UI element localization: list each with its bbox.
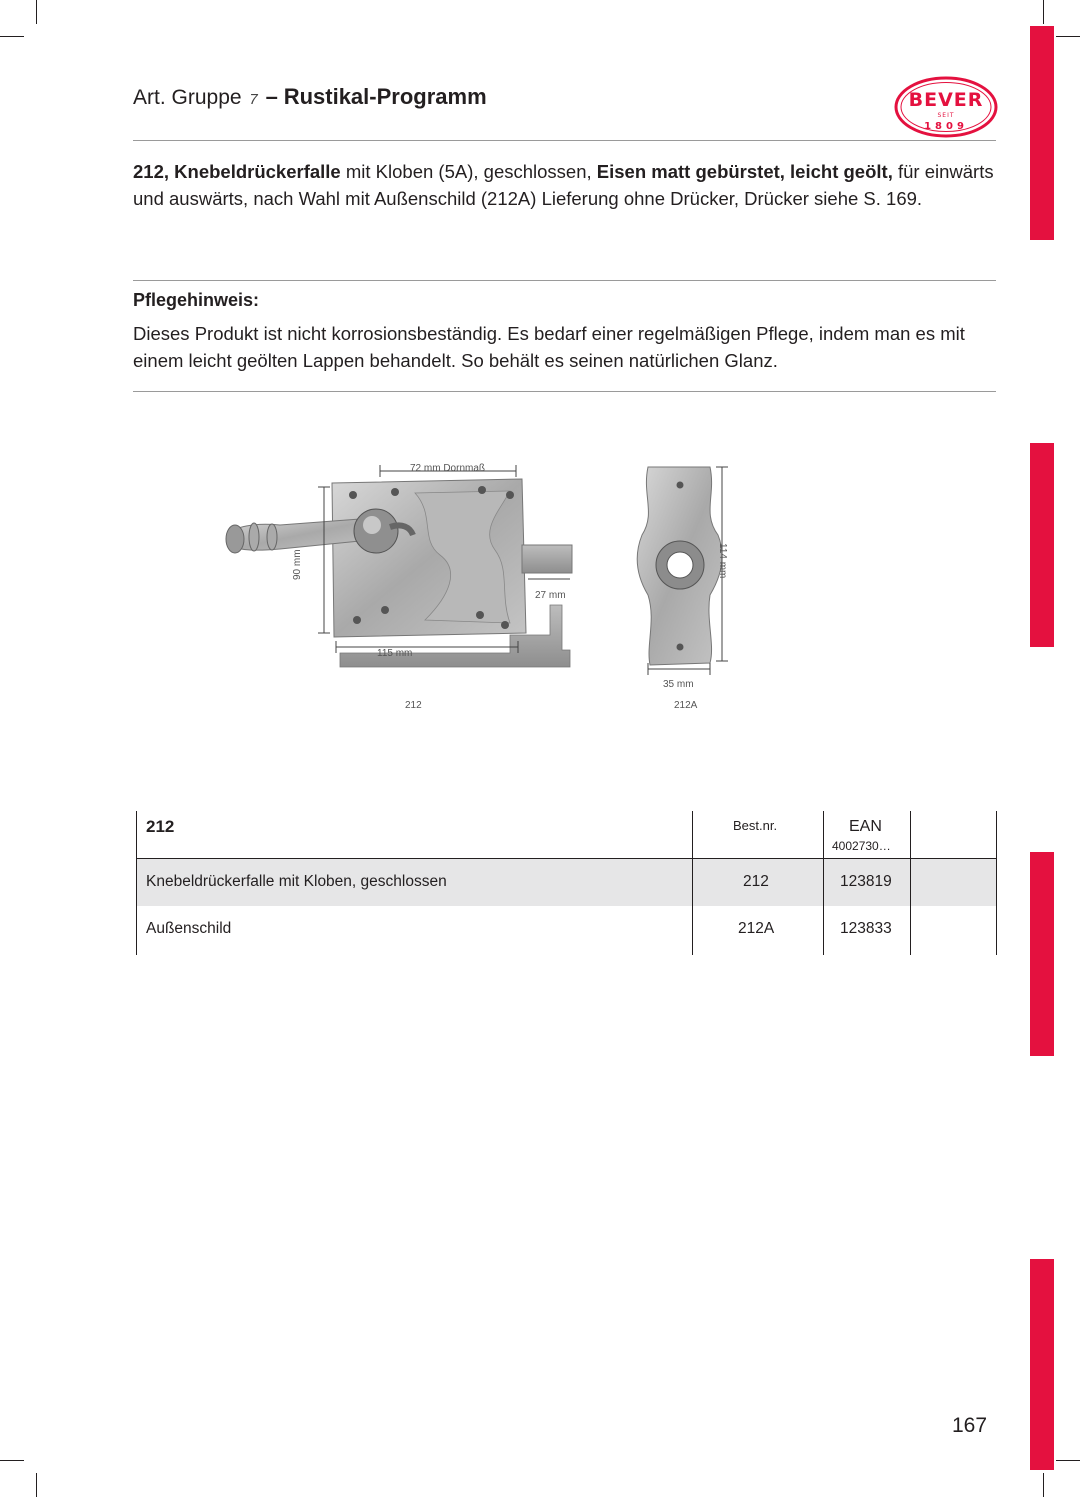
dim-plate-height-label: 114 mm <box>717 543 728 579</box>
page-number: 167 <box>952 1414 988 1437</box>
product-table <box>136 811 997 955</box>
table-border <box>996 811 997 955</box>
col-ean-prefix: 4002730… <box>832 839 891 853</box>
row-ean: 123833 <box>840 920 892 937</box>
row-order-number: 212A <box>738 920 775 937</box>
table-group-title: 212 <box>146 817 175 836</box>
divider <box>133 140 996 141</box>
dim-width-label: 115 mm <box>377 648 413 659</box>
dim-backset-label: 72 mm Dornmaß <box>410 463 486 474</box>
row-order-number: 212 <box>743 873 769 890</box>
divider <box>133 280 996 281</box>
crop-mark <box>1056 1460 1080 1461</box>
dim-height-label: 90 mm <box>292 549 303 580</box>
product-name: Knebeldrückerfalle <box>174 161 341 182</box>
row-description: Außenschild <box>146 920 232 937</box>
row-description: Knebeldrückerfalle mit Kloben, geschlossen <box>146 873 447 890</box>
care-title: Pflegehinweis: <box>133 290 260 310</box>
table-header-rule <box>136 858 997 859</box>
product-number: 212, <box>133 161 170 182</box>
page-header <box>133 84 487 110</box>
col-order-label: Best.nr. <box>733 818 778 833</box>
col-ean-label: EAN <box>849 818 882 835</box>
table-border <box>823 811 824 955</box>
index-tab <box>1030 852 1054 1056</box>
table-border <box>136 811 137 955</box>
caption-plate: 212A <box>674 700 698 711</box>
index-tab <box>1030 1259 1054 1470</box>
index-tab <box>1030 26 1054 240</box>
crop-mark <box>1043 0 1044 24</box>
dim-bolt-label: 27 mm <box>535 590 566 601</box>
table-border <box>692 811 693 955</box>
svg-text:BEVER: BEVER <box>908 89 984 111</box>
product-text-1: mit Kloben (5A), geschlossen, <box>340 161 597 182</box>
table-row <box>136 906 996 953</box>
svg-text:SEIT: SEIT <box>937 112 955 119</box>
header-prefix: Art. Gruppe <box>133 86 242 109</box>
bever-logo <box>894 76 998 138</box>
product-text-2: für einwärts und auswärts, nach Wahl mit Außenschild (212A) Lieferung ohne Drücker, Drücker siehe S. 169. <box>133 161 994 209</box>
crop-mark <box>1056 36 1080 37</box>
index-tab <box>1030 443 1054 647</box>
caption-lock: 212 <box>405 700 422 711</box>
crop-mark <box>1043 1473 1044 1497</box>
page-title: Rustikal-Programm <box>283 84 487 109</box>
crop-mark <box>36 0 37 24</box>
svg-text:1809: 1809 <box>924 121 968 132</box>
crop-mark <box>0 1460 24 1461</box>
table-row <box>136 859 996 906</box>
product-figure <box>210 455 770 725</box>
group-number: 7 <box>249 91 258 108</box>
dim-plate-width-label: 35 mm <box>663 679 694 690</box>
header-dash: – <box>265 84 278 109</box>
crop-mark <box>36 1473 37 1497</box>
care-text: Dieses Produkt ist nicht korrosionsbeständig. Es bedarf einer regelmäßigen Pflege, indem man es mit einem leicht geölten Lappen behandelt. So behält es seinen natürlichen Glanz. <box>133 323 965 371</box>
table-border <box>910 811 911 955</box>
product-finish: Eisen matt gebürstet, leicht geölt, <box>596 161 893 182</box>
row-ean: 123819 <box>840 873 892 890</box>
lock-bolt <box>522 545 572 573</box>
product-description <box>133 158 999 212</box>
divider <box>133 391 996 392</box>
crop-mark <box>0 36 24 37</box>
